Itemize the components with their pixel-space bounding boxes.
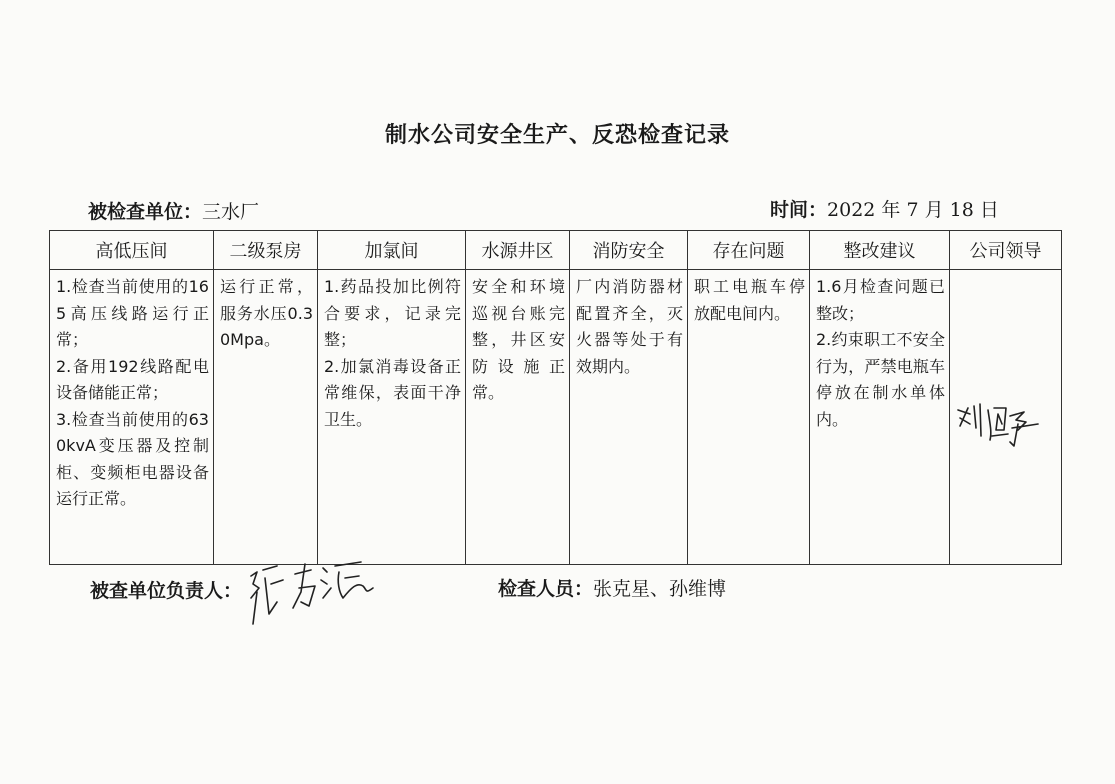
column-header: 整改建议 bbox=[810, 231, 950, 270]
column-header: 公司领导 bbox=[950, 231, 1062, 270]
column-header: 消防安全 bbox=[570, 231, 688, 270]
column-header: 存在问题 bbox=[688, 231, 810, 270]
cell-line: 2.备用192线路配电设备储能正常； bbox=[56, 356, 209, 402]
inspection-date-value: 2022 年 7 月 18 日 bbox=[827, 199, 999, 221]
cell-well-area: 安全和环境巡视台账完整，井区安防设施正常。 bbox=[466, 270, 570, 565]
column-header: 高低压间 bbox=[50, 231, 214, 270]
inspected-unit bbox=[88, 197, 259, 224]
table-header-row bbox=[50, 231, 1062, 270]
cell-fire-safety: 厂内消防器材配置齐全，灭火器等处于有效期内。 bbox=[570, 270, 688, 565]
inspection-date-label: 时间： bbox=[770, 199, 828, 221]
column-header: 水源井区 bbox=[466, 231, 570, 270]
cell-line: 2.加氯消毒设备正常维保，表面干净卫生。 bbox=[324, 356, 461, 429]
column-header: 加氯间 bbox=[318, 231, 466, 270]
cell-chlorination bbox=[318, 270, 466, 565]
cell-pump-room: 运行正常，服务水压0.30Mpa。 bbox=[214, 270, 318, 565]
cell-line: 1.6月检查问题已整改； bbox=[816, 277, 945, 323]
inspection-date bbox=[770, 195, 999, 222]
cell-line: 2.约束职工不安全行为，严禁电瓶车停放在制水单体内。 bbox=[816, 330, 945, 429]
document-title: 制水公司安全生产、反恐检查记录 bbox=[384, 123, 730, 148]
responsible-person-label: 被查单位负责人： bbox=[90, 580, 243, 602]
leader-signature bbox=[952, 400, 1042, 450]
cell-issues: 职工电瓶车停放配电间内。 bbox=[688, 270, 810, 565]
inspectors-value: 张克星、孙维博 bbox=[593, 578, 727, 600]
inspected-unit-label: 被检查单位： bbox=[88, 201, 203, 223]
cell-line: 3.检查当前使用的630kvA变压器及控制柜、变频柜电器设备运行正常。 bbox=[56, 409, 209, 508]
inspected-unit-value: 三水厂 bbox=[202, 201, 260, 223]
column-header: 二级泵房 bbox=[214, 231, 318, 270]
cell-suggestions bbox=[810, 270, 950, 565]
inspection-table bbox=[49, 230, 1062, 565]
inspectors-label: 检查人员： bbox=[498, 578, 594, 600]
responsible-signature bbox=[243, 558, 383, 630]
cell-line: 1.药品投加比例符合要求，记录完整； bbox=[324, 277, 461, 349]
table-row bbox=[50, 270, 1062, 565]
cell-line: 1.检查当前使用的165高压线路运行正常； bbox=[56, 277, 209, 349]
inspectors bbox=[498, 574, 726, 601]
cell-high-low-voltage bbox=[50, 270, 214, 565]
